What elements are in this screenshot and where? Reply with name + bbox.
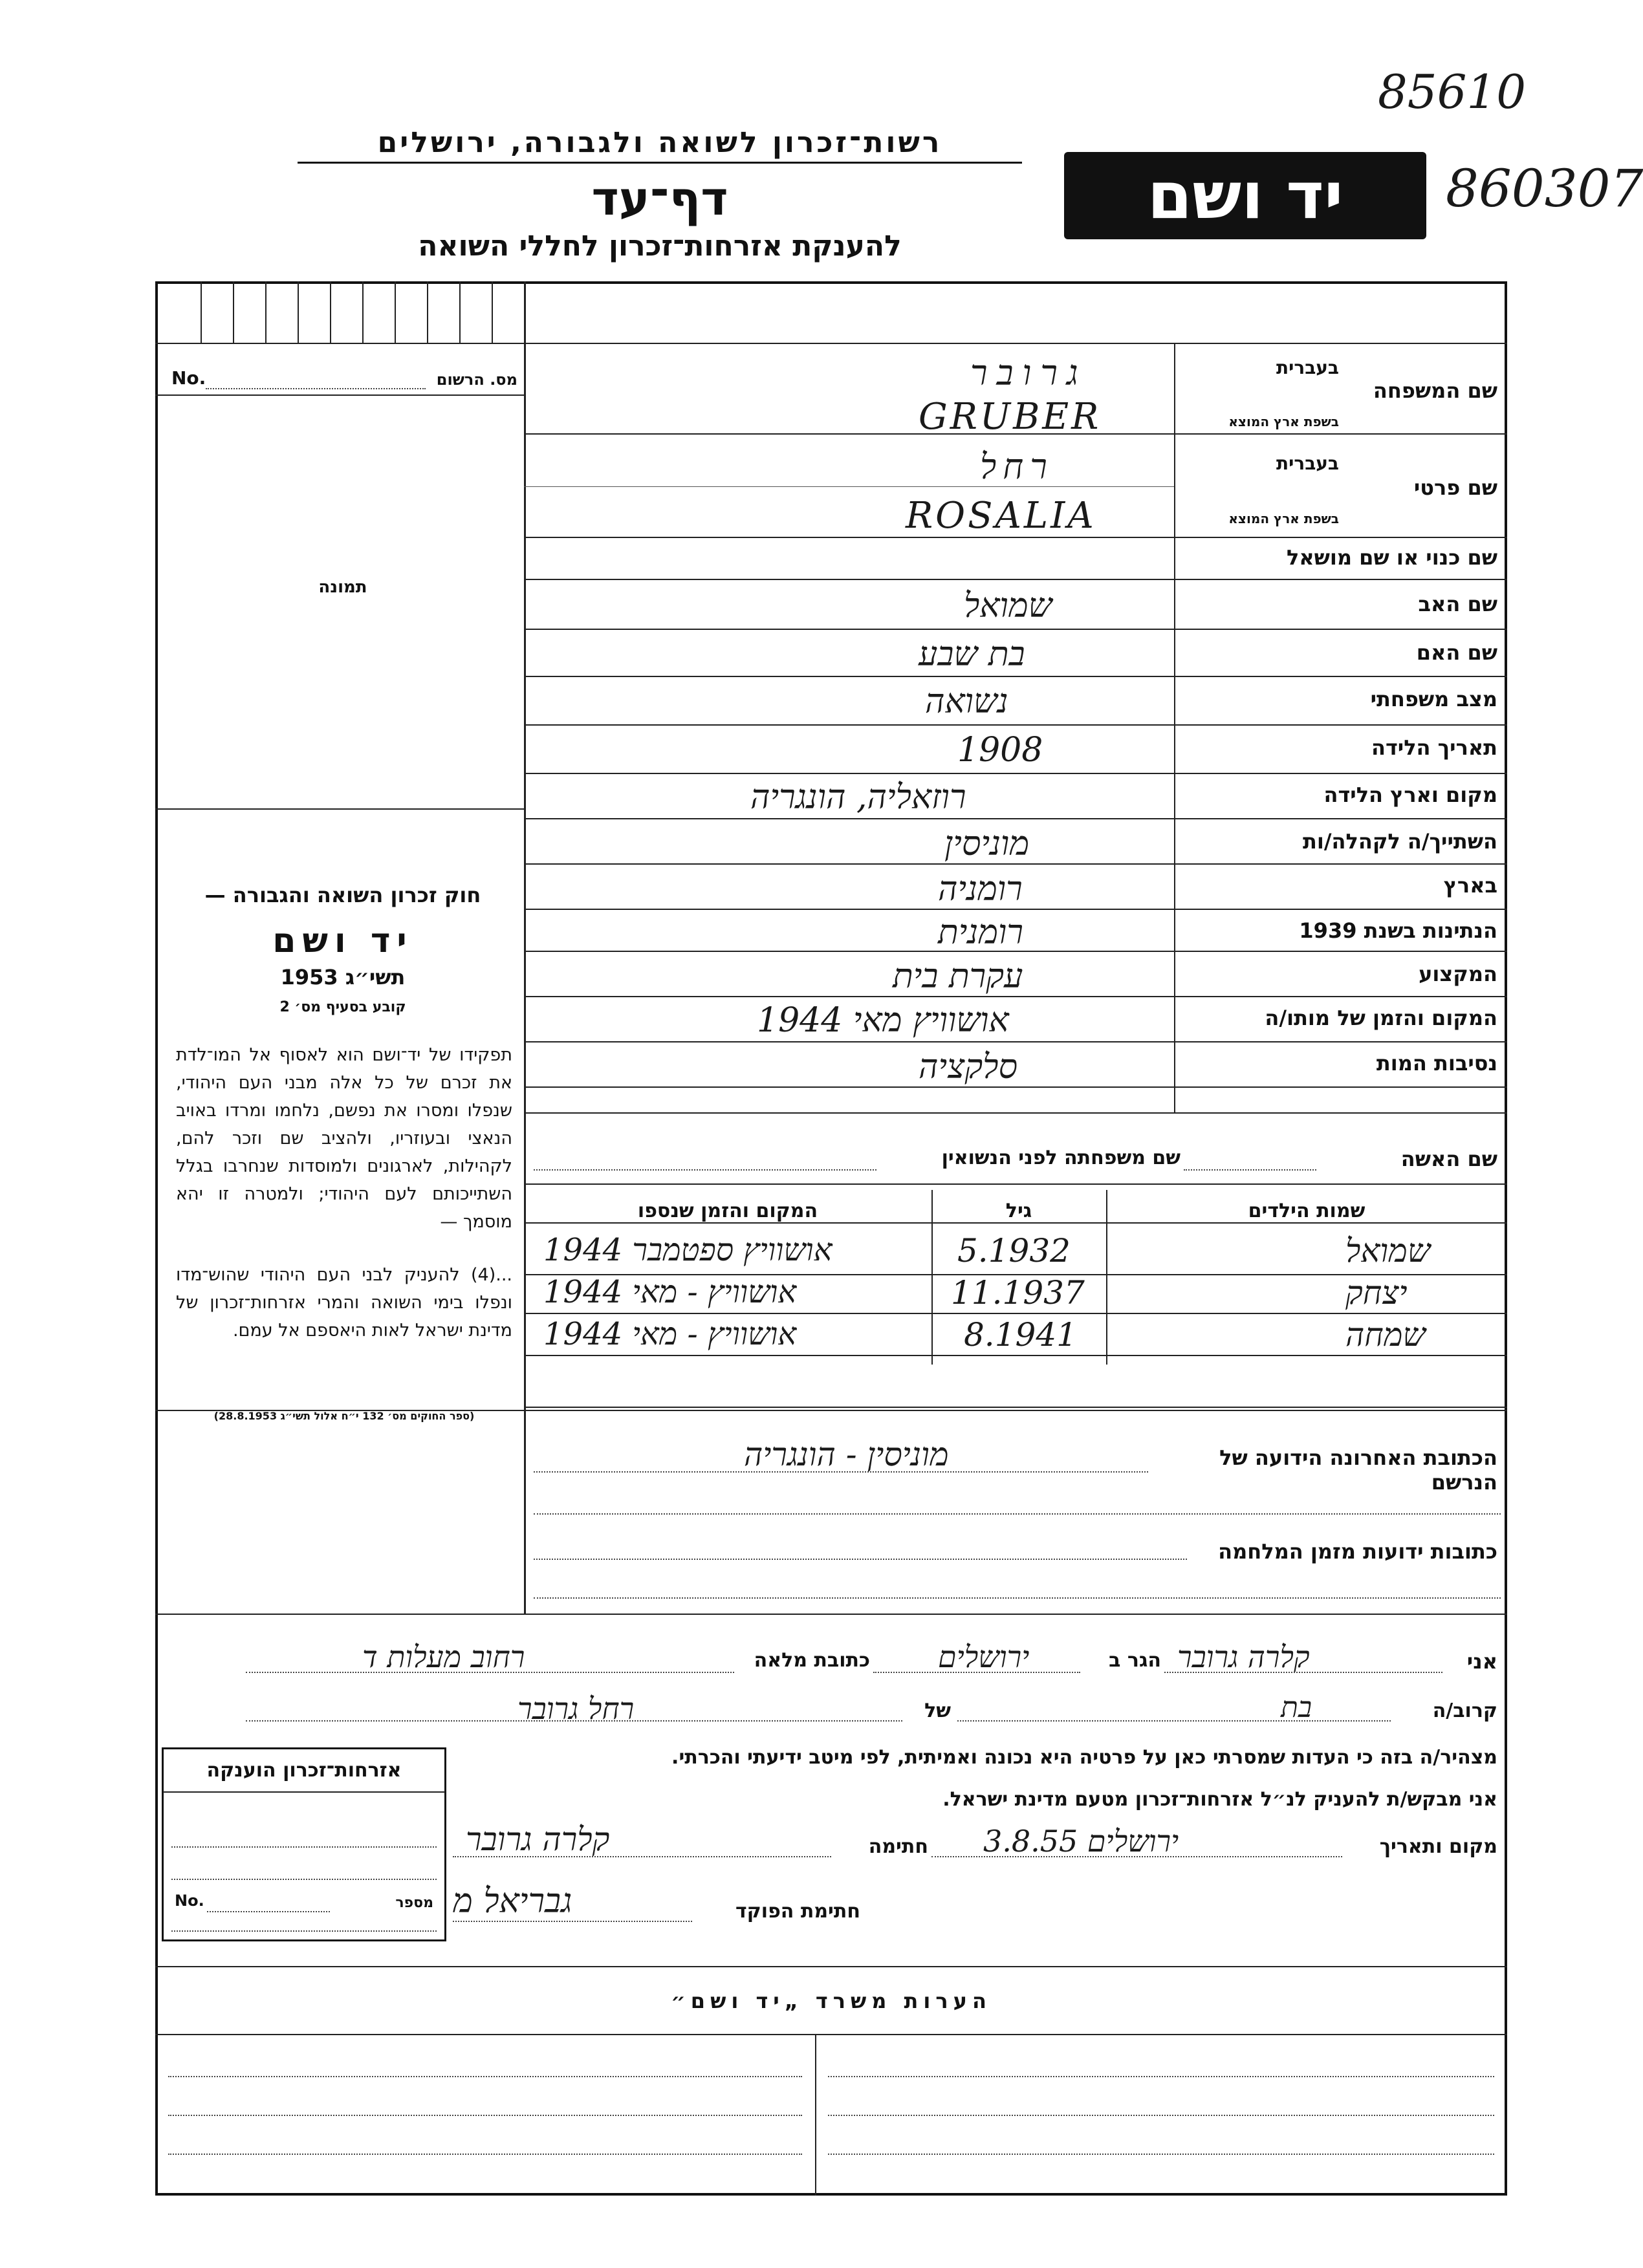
declarant-of-name: רחל גרובר	[517, 1691, 635, 1726]
request-text: אני מבקש/ת להעניק לנ״ל אזרחות־זכרון מטעם מדינת ישראל.	[942, 1788, 1497, 1811]
law-year: תשי״ג 1953	[280, 965, 406, 989]
child-1-name: שמואל	[1345, 1232, 1431, 1269]
first-name-hebrew: רחל	[980, 446, 1054, 487]
mother-value: בת שבע	[919, 635, 1025, 674]
child-2-age: 11.1937	[951, 1274, 1085, 1312]
family-name-latin: GRUBER	[919, 396, 1102, 438]
declarant-name: קלרה גרובר	[1177, 1639, 1310, 1674]
registration-label: מס. הרשום	[436, 371, 517, 389]
father-value: שמואל	[964, 587, 1052, 625]
citizenship-box-title: אזרחות־זכרון הוענקה	[206, 1759, 402, 1782]
family-name-origin-label: בשפת ארץ המוצא	[1228, 414, 1339, 429]
declarant-i-label: אני	[1466, 1649, 1497, 1674]
logo-stamp-number: 860307	[1446, 158, 1643, 219]
law-paragraph-1: תפקידו של יד־ושם הוא לאסוף אל המו־לדת את זכרם של כל אלה מבני העם היהודי, שנפלו ומסרו את נפשם, נלחמו ומרדו באויב הנאצי ובעוזריו, ולהציב שם וזכר להם, לקהילות, לארגונים ולמוסדות שנחרבו בגלל השתייכותם לעם היהודי; ולמטרה זו יהא מוסמך —	[176, 1045, 512, 1232]
last-address-label: הכתובת האחרונה הידועה של הנרשם	[1219, 1445, 1497, 1495]
declaration-text: מצהיר/ה בזה כי העדות שמסרתי כאן על פרטיה היא נכונה ואמיתית, לפי מיטב ידיעתי והכרתי.	[671, 1746, 1497, 1769]
occupation-label: המקצוע	[1419, 962, 1497, 986]
archive-number: 85610	[1378, 65, 1527, 119]
family-name-hebrew-label: בעברית	[1276, 357, 1339, 378]
officer-signature-label: חתימת הפוקד	[735, 1900, 860, 1923]
occupation-value: עקרת בית	[893, 957, 1023, 996]
marital-label: מצב משפחתי	[1370, 687, 1497, 711]
declarant-address: רחוב מעלות ד	[362, 1639, 525, 1674]
country-label: בארץ	[1443, 873, 1497, 898]
birth-place-value: רוזאליה, הונגריה	[750, 778, 966, 817]
child-1-age: 5.1932	[957, 1232, 1071, 1269]
signature-label: חתימה	[868, 1835, 928, 1858]
law-paragraph-2: ...(4) להעניק לבני העם היהודי שהוש־מדו ונפלו בימי השואה והמרי אזרחות־זכרון של מדינת ישראל לאות היאספם אל עמם.	[176, 1265, 512, 1341]
declarant-relation: בת	[1281, 1691, 1312, 1724]
child-2-name: יצחק	[1345, 1274, 1408, 1312]
children-age-header: גיל	[1005, 1200, 1032, 1222]
first-name-origin-label: בשפת ארץ המוצא	[1228, 511, 1339, 526]
maiden-name-label: שם משפחתה לפני הנשואין	[941, 1147, 1181, 1169]
relative-label: קרוב/ה	[1432, 1700, 1497, 1722]
yad-vashem-logo: יד ושם	[1064, 152, 1426, 239]
citizenship-box-number-label: מספר	[395, 1895, 433, 1911]
declarant-city: ירושלים	[938, 1639, 1030, 1674]
child-3-name: שמחה	[1345, 1316, 1426, 1354]
law-citation: (ספר החוקים מס׳ 132 י״ח אלול תשי״ג 28.8.1953)	[213, 1410, 475, 1422]
community-value: מוניסין	[944, 825, 1030, 863]
family-name-label: שם המשפחה	[1373, 378, 1497, 403]
citizenship-label: הנתינות בשנת 1939	[1299, 918, 1497, 943]
resides-label: הגר ב	[1109, 1649, 1161, 1672]
child-3-age: 8.1941	[964, 1316, 1077, 1354]
birth-place-label: מקום וארץ הלידה	[1323, 783, 1497, 807]
child-2-place: אושוויץ - מאי 1944	[543, 1274, 797, 1310]
law-name: יד ושם	[272, 922, 413, 960]
office-notes-title: הערות משרד „יד ושם״	[671, 1989, 992, 2013]
birth-date-value: 1908	[957, 731, 1043, 770]
citizenship-value: רומנית	[938, 913, 1023, 952]
photo-label: תמונה	[318, 578, 367, 597]
law-title: חוק זכרון השואה והגבורה —	[204, 883, 481, 907]
wartime-address-label: כתובות ידועות מזמן המלחמה	[1218, 1539, 1497, 1564]
death-place-label: המקום והזמן של מותו/ה	[1265, 1006, 1497, 1030]
officer-signature: גבריאל מ	[453, 1882, 572, 1921]
authority-line: רשות־זכרון לשואה ולגבורה, ירושלים	[298, 126, 1022, 164]
first-name-hebrew-label: בעברית	[1276, 453, 1339, 474]
country-value: רומניה	[938, 870, 1023, 909]
full-address-label: כתובת מלאה	[754, 1649, 870, 1672]
marital-value: נשואה	[925, 682, 1008, 721]
place-date-label: מקום ותאריך	[1379, 1835, 1497, 1858]
child-3-place: אושוויץ - מאי 1944	[543, 1316, 797, 1352]
mother-label: שם האם	[1416, 640, 1497, 665]
father-label: שם האב	[1418, 592, 1497, 616]
death-cause-value: סלקציה	[919, 1048, 1018, 1086]
child-1-place: אושוויץ ספטמבר 1944	[543, 1232, 832, 1268]
community-label: השתייך/ה לקהלה/ות	[1302, 829, 1497, 854]
declarant-signature: קלרה גרובר	[466, 1820, 610, 1858]
spouse-label: שם האשה	[1400, 1147, 1497, 1171]
death-place-value: אושוויץ מאי 1944	[757, 1001, 1009, 1040]
form-title: דף־עד	[591, 171, 728, 226]
registration-no-label: No.	[171, 367, 206, 389]
children-place-header: המקום והזמן שנספו	[637, 1200, 818, 1222]
place-date-value: ירושלים 3.8.55	[983, 1824, 1179, 1859]
first-name-latin: ROSALIA	[906, 495, 1096, 537]
children-names-header: שמות הילדים	[1248, 1200, 1366, 1222]
birth-date-label: תאריך הלידה	[1371, 735, 1497, 760]
family-name-hebrew: גרובר	[970, 352, 1087, 393]
death-cause-label: נסיבות המות	[1376, 1051, 1497, 1075]
form-subtitle: להענקת אזרחות־זכרון לחללי השואה	[418, 230, 902, 263]
first-name-label: שם פרטי	[1413, 475, 1497, 500]
law-section: קובע בסעיף מס׳ 2	[279, 999, 406, 1015]
last-address-value: מוניסין - הונגריה	[744, 1436, 949, 1473]
nickname-label: שם כנוי או שם מושאל	[1286, 545, 1497, 570]
of-label: של	[924, 1700, 951, 1722]
citizenship-box-no-label: No.	[175, 1892, 204, 1910]
